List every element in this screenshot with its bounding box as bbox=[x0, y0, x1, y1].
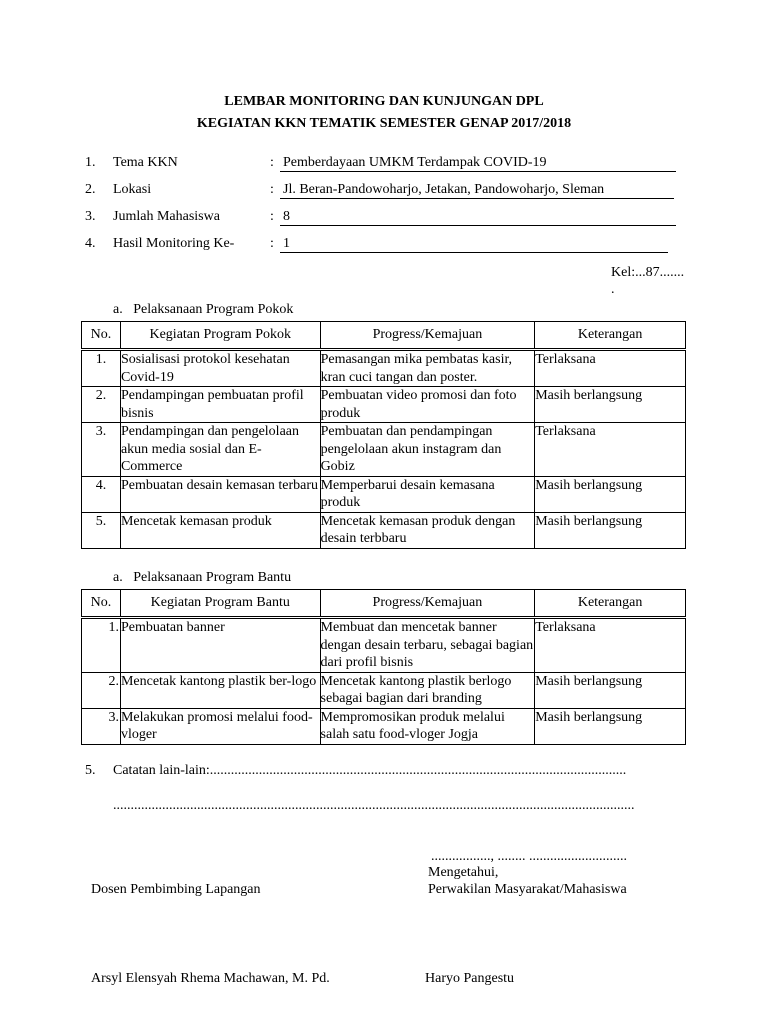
info-label-tema: Tema KKN bbox=[113, 155, 178, 170]
table-program-pokok bbox=[81, 321, 686, 549]
info-no-4: 4. bbox=[85, 236, 96, 251]
table-program-bantu bbox=[81, 589, 686, 745]
row-keterangan: Terlaksana bbox=[535, 423, 686, 477]
row-progress: Mencetak kantong plastik berlogo sebagai bagian dari branding bbox=[320, 672, 535, 708]
catatan-line1: Catatan lain-lain:....................................................................................................................... bbox=[113, 763, 627, 778]
signature-right-name: Haryo Pangestu bbox=[425, 971, 515, 986]
table-row bbox=[82, 350, 686, 387]
row-keterangan: Masih berlangsung bbox=[535, 672, 686, 708]
info-colon-2: : bbox=[270, 182, 274, 197]
table-header-row bbox=[82, 322, 686, 350]
table-row bbox=[82, 672, 686, 708]
info-colon-1: : bbox=[270, 155, 274, 170]
signature-left-name: Arsyl Elensyah Rhema Machawan, M. Pd. bbox=[91, 971, 330, 986]
info-label-monitoring: Hasil Monitoring Ke- bbox=[113, 236, 235, 251]
row-progress: Membuat dan mencetak banner dengan desain terbaru, sebagai bagian dari profil bisnis bbox=[320, 618, 535, 673]
table-row bbox=[82, 423, 686, 477]
table-row bbox=[82, 512, 686, 548]
info-colon-4: : bbox=[270, 236, 274, 251]
info-no-1: 1. bbox=[85, 155, 96, 170]
info-value-jumlah: 8 bbox=[280, 209, 676, 226]
row-kegiatan: Pendampingan dan pengelolaan akun media sosial dan E-Commerce bbox=[120, 423, 320, 477]
row-kegiatan: Pendampingan pembuatan profil bisnis bbox=[120, 387, 320, 423]
header-no: No. bbox=[82, 322, 121, 350]
info-value-lokasi: Jl. Beran-Pandowoharjo, Jetakan, Pandowoharjo, Sleman bbox=[280, 182, 674, 199]
row-kegiatan: Pembuatan desain kemasan terbaru bbox=[120, 476, 320, 512]
row-keterangan: Masih berlangsung bbox=[535, 387, 686, 423]
table-row bbox=[82, 618, 686, 673]
table-row bbox=[82, 387, 686, 423]
row-no: 4. bbox=[82, 476, 121, 512]
header-progress: Progress/Kemajuan bbox=[320, 322, 535, 350]
row-no: 1. bbox=[82, 350, 121, 387]
kel-line1: Kel:...87....... bbox=[611, 265, 685, 280]
row-progress: Pemasangan mika pembatas kasir, kran cuci tangan dan poster. bbox=[320, 350, 535, 387]
row-no: 3. bbox=[82, 423, 121, 477]
info-value-monitoring: 1 bbox=[280, 236, 668, 253]
catatan-line2: ..................................................................................................................................................... bbox=[113, 798, 635, 813]
row-no: 5. bbox=[82, 512, 121, 548]
row-progress: Mencetak kemasan produk dengan desain terbbaru bbox=[320, 512, 535, 548]
row-no: 1. bbox=[82, 618, 121, 673]
row-keterangan: Terlaksana bbox=[535, 350, 686, 387]
header-kegiatan: Kegiatan Program Bantu bbox=[120, 590, 320, 618]
header-kegiatan: Kegiatan Program Pokok bbox=[120, 322, 320, 350]
info-no-3: 3. bbox=[85, 209, 96, 224]
info-no-2: 2. bbox=[85, 182, 96, 197]
table-row bbox=[82, 708, 686, 744]
signature-mengetahui: Mengetahui, bbox=[428, 865, 499, 880]
row-progress: Pembuatan dan pendampingan pengelolaan akun instagram dan Gobiz bbox=[320, 423, 535, 477]
header-keterangan: Keterangan bbox=[535, 322, 686, 350]
row-kegiatan: Pembuatan banner bbox=[120, 618, 320, 673]
row-progress: Pembuatan video promosi dan foto produk bbox=[320, 387, 535, 423]
kelompok-number bbox=[611, 264, 684, 298]
row-kegiatan: Sosialisasi protokol kesehatan Covid-19 bbox=[120, 350, 320, 387]
signature-date-line: ................., ........ ............................ bbox=[431, 849, 627, 864]
info-colon-3: : bbox=[270, 209, 274, 224]
row-kegiatan: Mencetak kemasan produk bbox=[120, 512, 320, 548]
section-title-bantu: a. Pelaksanaan Program Bantu bbox=[113, 570, 292, 585]
row-no: 3. bbox=[82, 708, 121, 744]
row-progress: Memperbarui desain kemasana produk bbox=[320, 476, 535, 512]
info-value-tema: Pemberdayaan UMKM Terdampak COVID-19 bbox=[280, 155, 676, 172]
info-label-lokasi: Lokasi bbox=[113, 182, 152, 197]
row-kegiatan: Melakukan promosi melalui food-vloger bbox=[120, 708, 320, 744]
document-title-line2: KEGIATAN KKN TEMATIK SEMESTER GENAP 2017/2018 bbox=[196, 116, 572, 131]
section-title-pokok: a. Pelaksanaan Program Pokok bbox=[113, 302, 294, 317]
row-keterangan: Masih berlangsung bbox=[535, 708, 686, 744]
table-header-row bbox=[82, 590, 686, 618]
row-keterangan: Masih berlangsung bbox=[535, 512, 686, 548]
table-row bbox=[82, 476, 686, 512]
info-label-jumlah: Jumlah Mahasiswa bbox=[113, 209, 220, 224]
header-keterangan: Keterangan bbox=[535, 590, 686, 618]
row-progress: Mempromosikan produk melalui salah satu food-vloger Jogja bbox=[320, 708, 535, 744]
signature-right-role: Perwakilan Masyarakat/Mahasiswa bbox=[428, 882, 627, 897]
catatan-no: 5. bbox=[85, 763, 96, 778]
row-kegiatan: Mencetak kantong plastik ber-logo bbox=[120, 672, 320, 708]
row-no: 2. bbox=[82, 387, 121, 423]
header-progress: Progress/Kemajuan bbox=[320, 590, 535, 618]
row-keterangan: Masih berlangsung bbox=[535, 476, 686, 512]
kel-line2: . bbox=[611, 282, 615, 297]
row-keterangan: Terlaksana bbox=[535, 618, 686, 673]
document-title-line1: LEMBAR MONITORING DAN KUNJUNGAN DPL bbox=[224, 94, 544, 109]
signature-left-role: Dosen Pembimbing Lapangan bbox=[91, 882, 261, 897]
header-no: No. bbox=[82, 590, 121, 618]
row-no: 2. bbox=[82, 672, 121, 708]
